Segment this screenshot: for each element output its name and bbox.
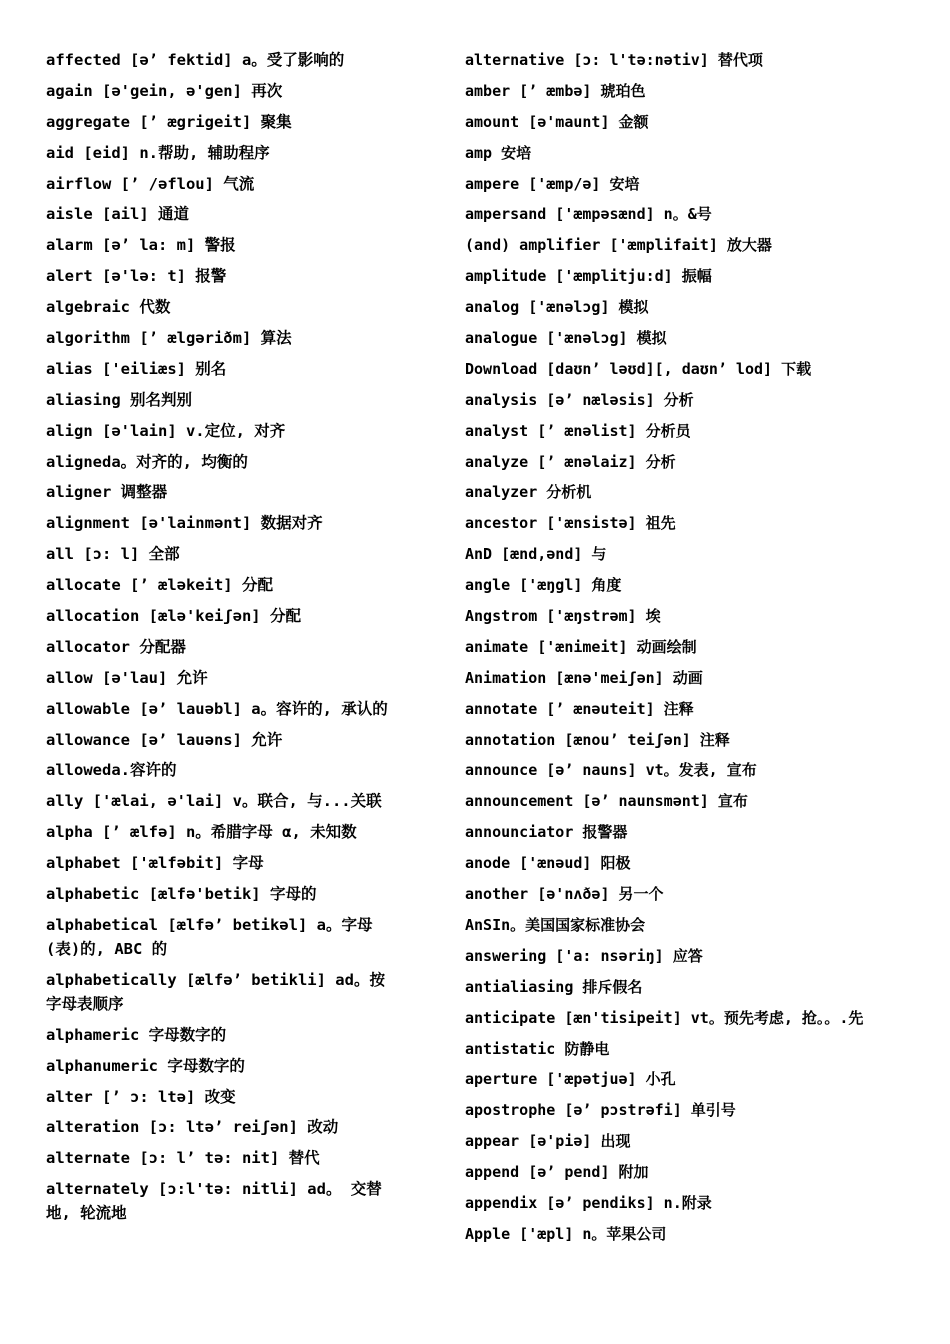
- dictionary-entry: alert [ə'lə: t] 报警: [46, 267, 227, 286]
- dictionary-entry: alphanumeric 字母数字的: [46, 1056, 245, 1075]
- dictionary-entry: airflow [’ /əflou] 气流: [46, 174, 255, 193]
- dictionary-entry: alpha [’ ælfə] n。希腊字母 α, 未知数: [46, 823, 357, 842]
- dictionary-entry: allocate [’ æləkeit] 分配: [46, 576, 273, 595]
- dictionary-entry: analog ['ænəlɔg] 模拟: [465, 298, 649, 317]
- dictionary-entry: all [ɔ: l] 全部: [46, 545, 180, 564]
- dictionary-entry: algorithm [’ ælgəriðm] 算法: [46, 329, 292, 348]
- right-column: [465, 48, 905, 1253]
- dictionary-entry: ally ['ælai, ə'lai] v。联合, 与...关联: [46, 792, 382, 811]
- dictionary-entry: ancestor ['ænsistə] 祖先: [465, 514, 676, 533]
- dictionary-entry: allowance [ə’ lauəns] 允许: [46, 730, 283, 749]
- dictionary-entry: animate ['ænimeit] 动画绘制: [465, 637, 697, 656]
- dictionary-entry: aligneda。对齐的, 均衡的: [46, 452, 248, 471]
- dictionary-entry: alternate [ɔ: l’ tə: nit] 替代: [46, 1149, 320, 1168]
- dictionary-entry: Apple ['æpl] n。苹果公司: [465, 1224, 667, 1243]
- dictionary-entry: aperture ['æpətjuə] 小孔: [465, 1070, 676, 1089]
- dictionary-entry: alter [’ ɔ: ltə] 改变: [46, 1087, 236, 1106]
- dictionary-entry: alphabetical [ælfə’ betikəl] a。字母(表)的, ABC 的: [46, 915, 373, 958]
- dictionary-entry: Angstrom ['æŋstrəm] 埃: [465, 607, 661, 626]
- dictionary-entry: alphabetic [ælfə'betik] 字母的: [46, 885, 317, 904]
- dictionary-entry: alphameric 字母数字的: [46, 1025, 227, 1044]
- dictionary-entry: (and) amplifier ['æmplifait] 放大器: [465, 236, 772, 255]
- dictionary-entry: again [ə'gein, ə'gen] 再次: [46, 81, 283, 100]
- dictionary-entry: answering ['a: nsəriŋ] 应答: [465, 946, 703, 965]
- dictionary-entry: anode ['ænəud] 阳极: [465, 854, 631, 873]
- dictionary-entry: alteration [ɔ: ltə’ reiʃən] 改动: [46, 1118, 339, 1137]
- dictionary-entry: annotate [’ ænəuteit] 注释: [465, 699, 694, 718]
- dictionary-entry: affected [ə’ fektid] a。受了影响的: [46, 51, 345, 69]
- dictionary-entry: append [ə’ pend] 附加: [465, 1163, 649, 1182]
- dictionary-entry: aid [eid] n.帮助, 辅助程序: [46, 143, 270, 162]
- dictionary-entry: analogue ['ænəlɔg] 模拟: [465, 329, 667, 348]
- dictionary-entry: AnSIn。美国国家标准协会: [465, 915, 646, 934]
- dictionary-entry: Download [daʊn’ ləʊd][, daʊn’ lod] 下载: [465, 359, 812, 378]
- dictionary-entry: algebraic 代数: [46, 298, 171, 317]
- dictionary-entry: amplitude ['æmplitju:d] 振幅: [465, 267, 712, 286]
- dictionary-entry: announciator 报警器: [465, 823, 628, 842]
- dictionary-entry: aisle [ail] 通道: [46, 205, 189, 224]
- dictionary-entry: amber [’ æmbə] 琥珀色: [465, 81, 646, 100]
- dictionary-entry: aggregate [’ ægrigeit] 聚集: [46, 112, 292, 131]
- dictionary-entry: alternately [ɔ:l'tə: nitli] ad。 交替地, 轮流地: [46, 1180, 382, 1223]
- dictionary-entry: antialiasing 排斥假名: [465, 977, 643, 996]
- dictionary-entry: appear [ə'piə] 出现: [465, 1132, 631, 1151]
- dictionary-entry: alignment [ə'lainmənt] 数据对齐: [46, 514, 323, 533]
- dictionary-entry: allocation [ælə'keiʃən] 分配: [46, 607, 301, 626]
- dictionary-entry: aliasing 别名判别: [46, 390, 192, 409]
- dictionary-entry: annotation [ænou’ teiʃən] 注释: [465, 730, 730, 749]
- dictionary-entry: Animation [ænə'meiʃən] 动画: [465, 668, 703, 687]
- dictionary-entry: announce [ə’ nauns] vt。发表, 宣布: [465, 761, 757, 780]
- dictionary-entry: appendix [ə’ pendiks] n.附录: [465, 1193, 712, 1212]
- dictionary-entry: apostrophe [ə’ pɔstrəfi] 单引号: [465, 1101, 736, 1120]
- dictionary-entry: allowable [ə’ lauəbl] a。容许的, 承认的: [46, 699, 388, 718]
- dictionary-entry: angle ['æŋgl] 角度: [465, 576, 622, 595]
- dictionary-entry: alias ['eiliæs] 别名: [46, 359, 227, 378]
- dictionary-entry: allocator 分配器: [46, 637, 186, 656]
- dictionary-entry: analyst [’ ænəlist] 分析员: [465, 421, 691, 440]
- dictionary-entry: amount [ə'maunt] 金额: [465, 112, 649, 131]
- dictionary-entry: alloweda.容许的: [46, 761, 177, 780]
- dictionary-entry: analyzer 分析机: [465, 483, 592, 502]
- dictionary-entry: alarm [ə’ la: m] 警报: [46, 236, 236, 255]
- dictionary-entry: ampersand ['æmpəsænd] n。&号: [465, 205, 712, 224]
- left-column: [46, 48, 396, 1232]
- dictionary-entry: announcement [ə’ naunsmənt] 宣布: [465, 792, 748, 811]
- dictionary-entry: alphabetically [ælfə’ betikli] ad。按字母表顺序: [46, 970, 385, 1013]
- dictionary-entry: analyze [’ ænəlaiz] 分析: [465, 452, 676, 471]
- dictionary-entry: analysis [ə’ næləsis] 分析: [465, 390, 694, 409]
- dictionary-entry: ampere ['æmp/ə] 安培: [465, 174, 640, 193]
- dictionary-entry: antistatic 防静电: [465, 1039, 610, 1058]
- dictionary-entry: amp 安培: [465, 143, 532, 162]
- dictionary-entry: AnD [ænd,ənd] 与: [465, 545, 607, 564]
- dictionary-entry: anticipate [æn'tisipeit] vt。预先考虑, 抢。。.先: [465, 1008, 864, 1027]
- dictionary-entry: alphabet ['ælfəbit] 字母: [46, 854, 264, 873]
- dictionary-entry: align [ə'lain] v.定位, 对齐: [46, 421, 286, 440]
- dictionary-entry: allow [ə'lau] 允许: [46, 668, 208, 687]
- dictionary-entry: aligner 调整器: [46, 483, 168, 502]
- dictionary-entry: another [ə'nʌðə] 另一个: [465, 885, 664, 904]
- dictionary-entry: alternative [ɔ: l'tə:nətiv] 替代项: [465, 51, 763, 69]
